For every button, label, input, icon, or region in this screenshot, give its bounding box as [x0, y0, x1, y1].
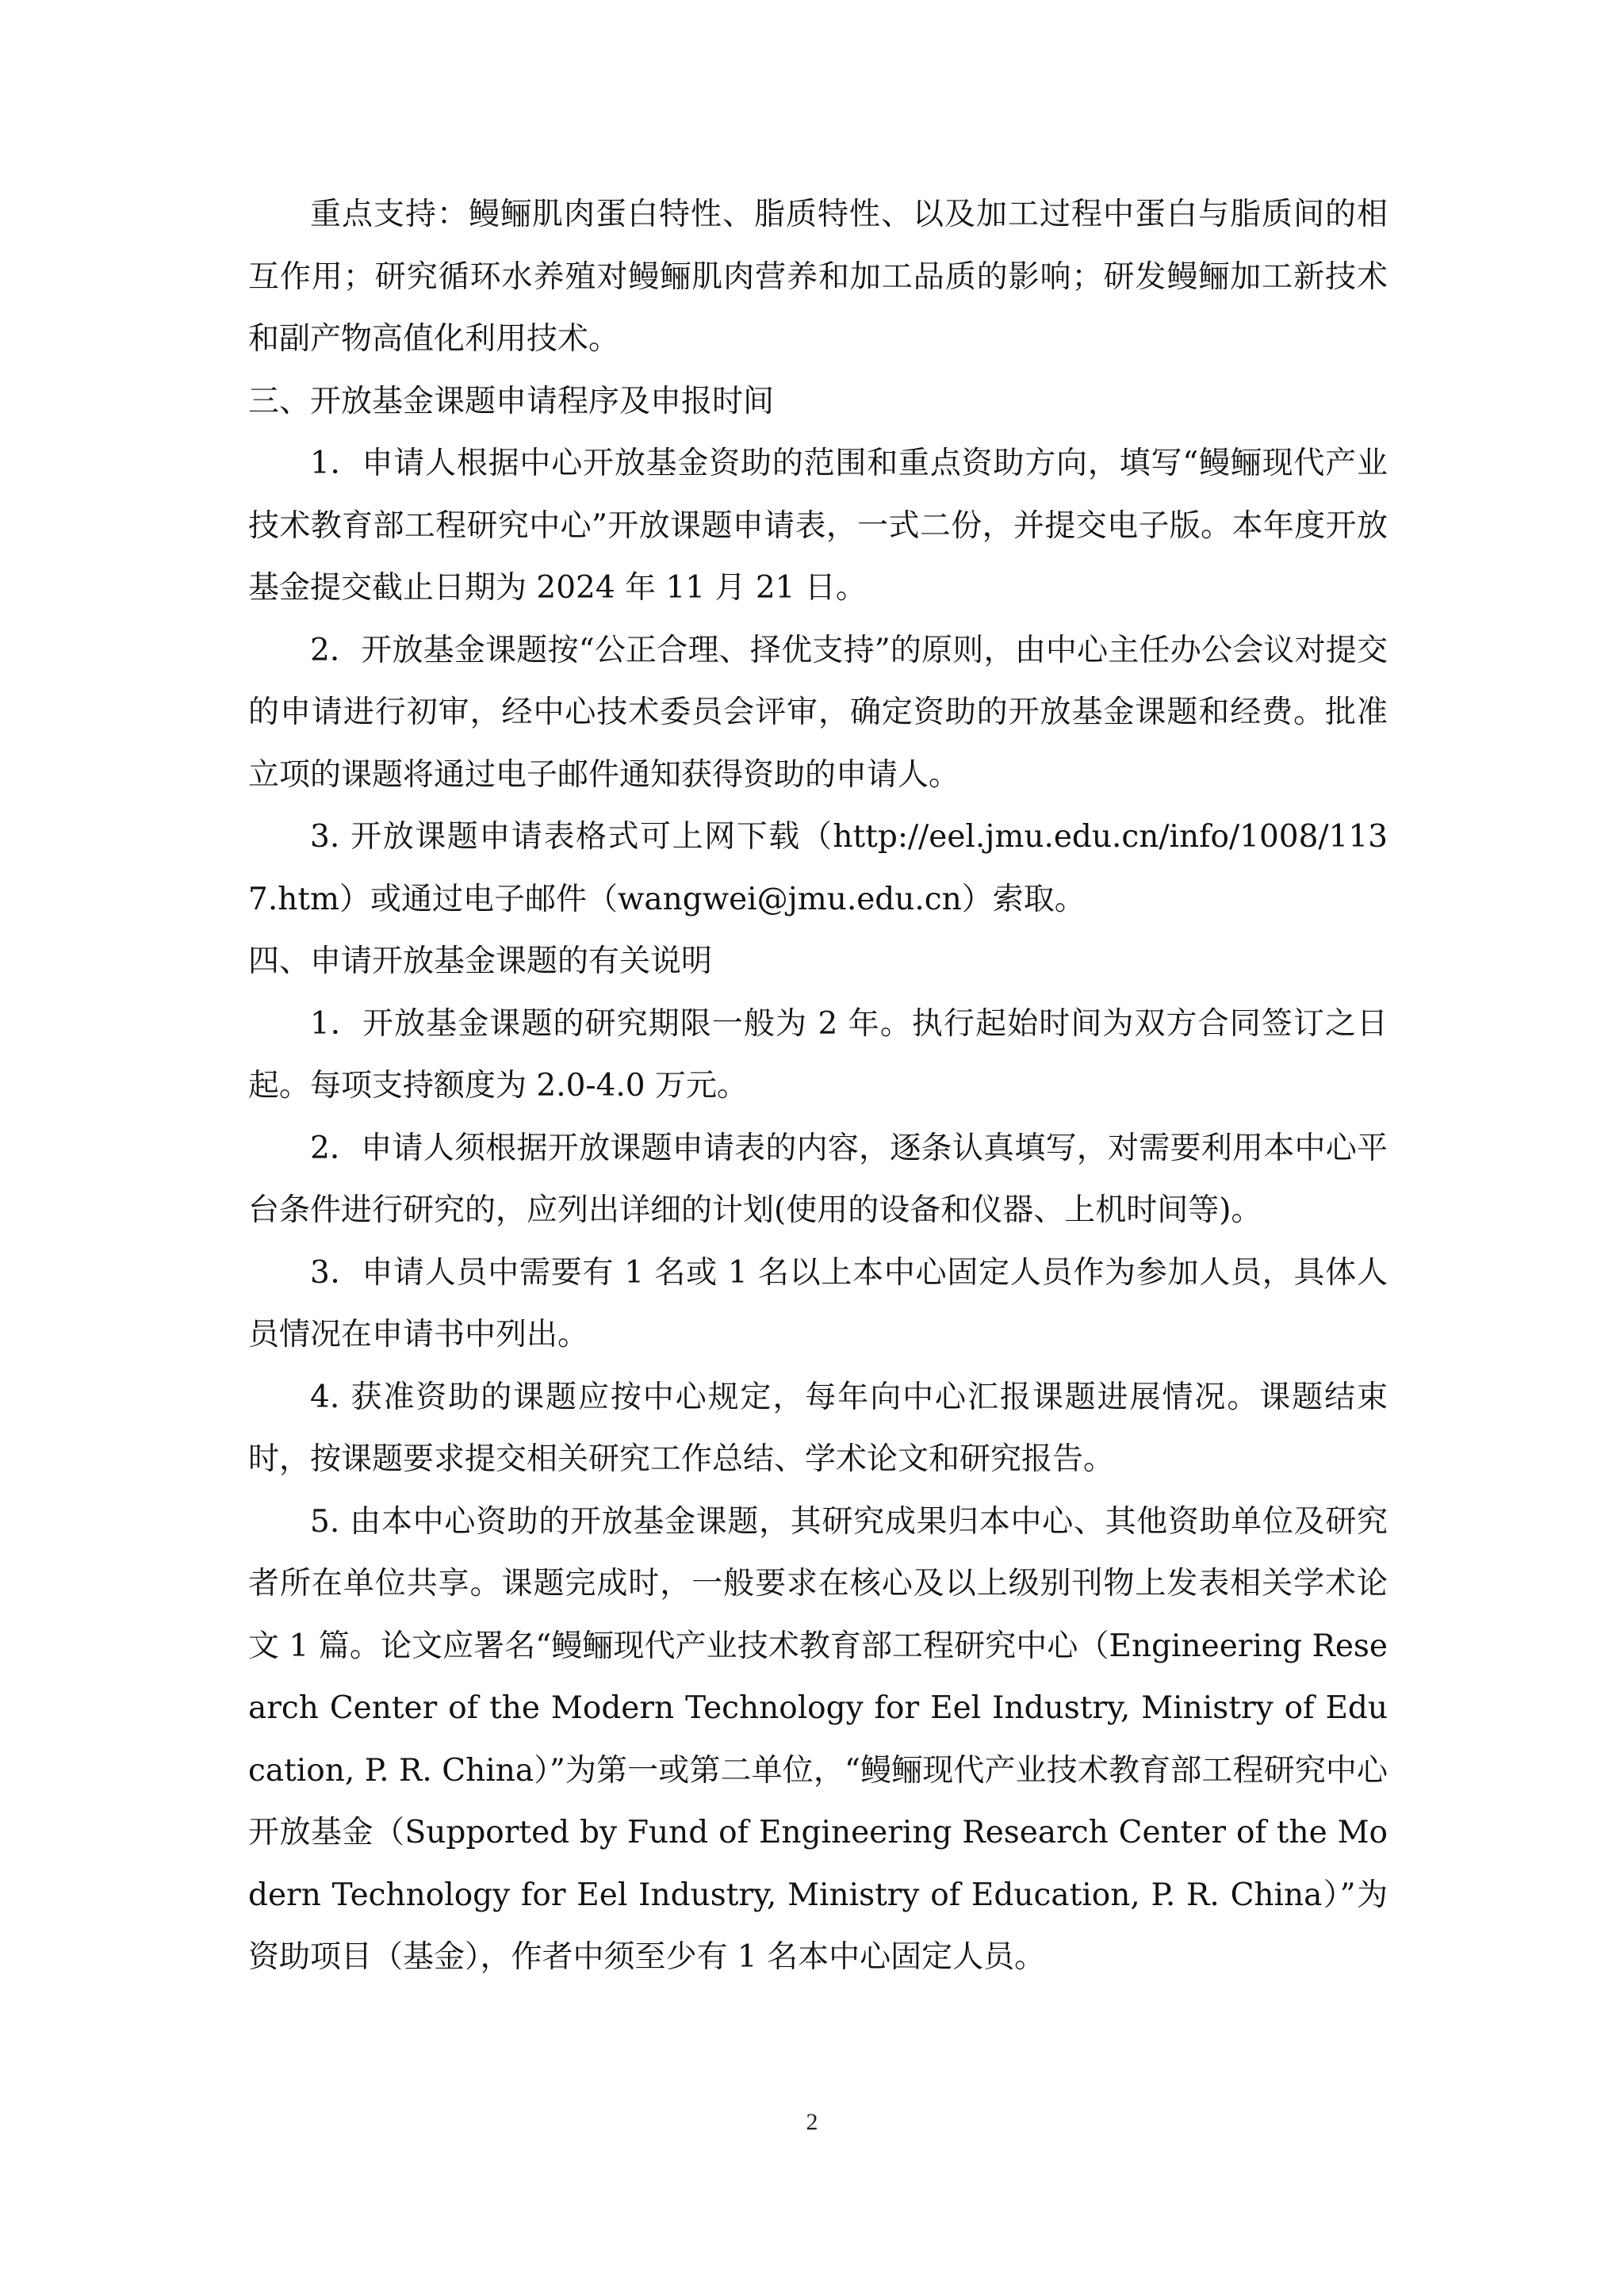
paragraph-procedure-1: 1．申请人根据中心开放基金资助的范围和重点资助方向，填写“鳗鲡现代产业技术教育部工程研究中心”开放课题申请表，一式二份，并提交电子版。本年度开放基金提交截止日期为 2024 年 11 月 21 日。 — [248, 446, 1388, 606]
section-heading-instructions: 四、申请开放基金课题的有关说明 — [248, 943, 713, 979]
paragraph-instruction-2: 2．申请人须根据开放课题申请表的内容，逐条认真填写，对需要利用本中心平台条件进行研究的，应列出详细的计划(使用的设备和仪器、上机时间等)。 — [248, 1130, 1388, 1228]
paragraph-instruction-1: 1．开放基金课题的研究期限一般为 2 年。执行起始时间为双方合同签订之日起。每项支持额度为 2.0-4.0 万元。 — [248, 1005, 1388, 1104]
paragraph-instruction-4: 4. 获准资助的课题应按中心规定，每年向中心汇报课题进展情况。课题结束时，按课题要求提交相关研究工作总结、学术论文和研究报告。 — [248, 1379, 1388, 1477]
document-body — [248, 184, 1388, 1989]
paragraph-procedure-2: 2．开放基金课题按“公正合理、择优支持”的原则，由中心主任办公会议对提交的申请进行初审，经中心技术委员会评审，确定资助的开放基金课题和经费。批准立项的课题将通过电子邮件通知获得资助的申请人。 — [248, 632, 1388, 793]
section-heading-application-procedure: 三、开放基金课题申请程序及申报时间 — [248, 383, 775, 419]
paragraph-key-support: 重点支持：鳗鲡肌肉蛋白特性、脂质特性、以及加工过程中蛋白与脂质间的相互作用；研究循环水养殖对鳗鲡肌肉营养和加工品质的影响；研发鳗鲡加工新技术和副产物高值化利用技术。 — [248, 197, 1388, 357]
page-number: 2 — [806, 2109, 818, 2135]
paragraph-instruction-3: 3．申请人员中需要有 1 名或 1 名以上本中心固定人员作为参加人员，具体人员情况在申请书中列出。 — [248, 1254, 1388, 1353]
paragraph-instruction-5: 5. 由本中心资助的开放基金课题，其研究成果归本中心、其他资助单位及研究者所在单位共享。课题完成时，一般要求在核心及以上级别刊物上发表相关学术论文 1 篇。论文应署名“鳗鲡现代产业技术教育部工程研究中心（Engineering Research Center of the Modern Technology for Eel Industry, Ministry of Education, P. R. China）”为第一或第二单位，“鳗鲡现代产业技术教育部工程研究中心开放基金（Supported by Fund of Engineering Research Center of the Modern Technology for Eel Industry, Ministry of Education, P. R. China）”为资助项目（基金），作者中须至少有 1 名本中心固定人员。 — [248, 1503, 1388, 1975]
paragraph-procedure-3: 3. 开放课题申请表格式可上网下载（http://eel.jmu.edu.cn/info/1008/1137.htm）或通过电子邮件（wangwei@jmu.edu.cn）索取。 — [248, 819, 1388, 917]
